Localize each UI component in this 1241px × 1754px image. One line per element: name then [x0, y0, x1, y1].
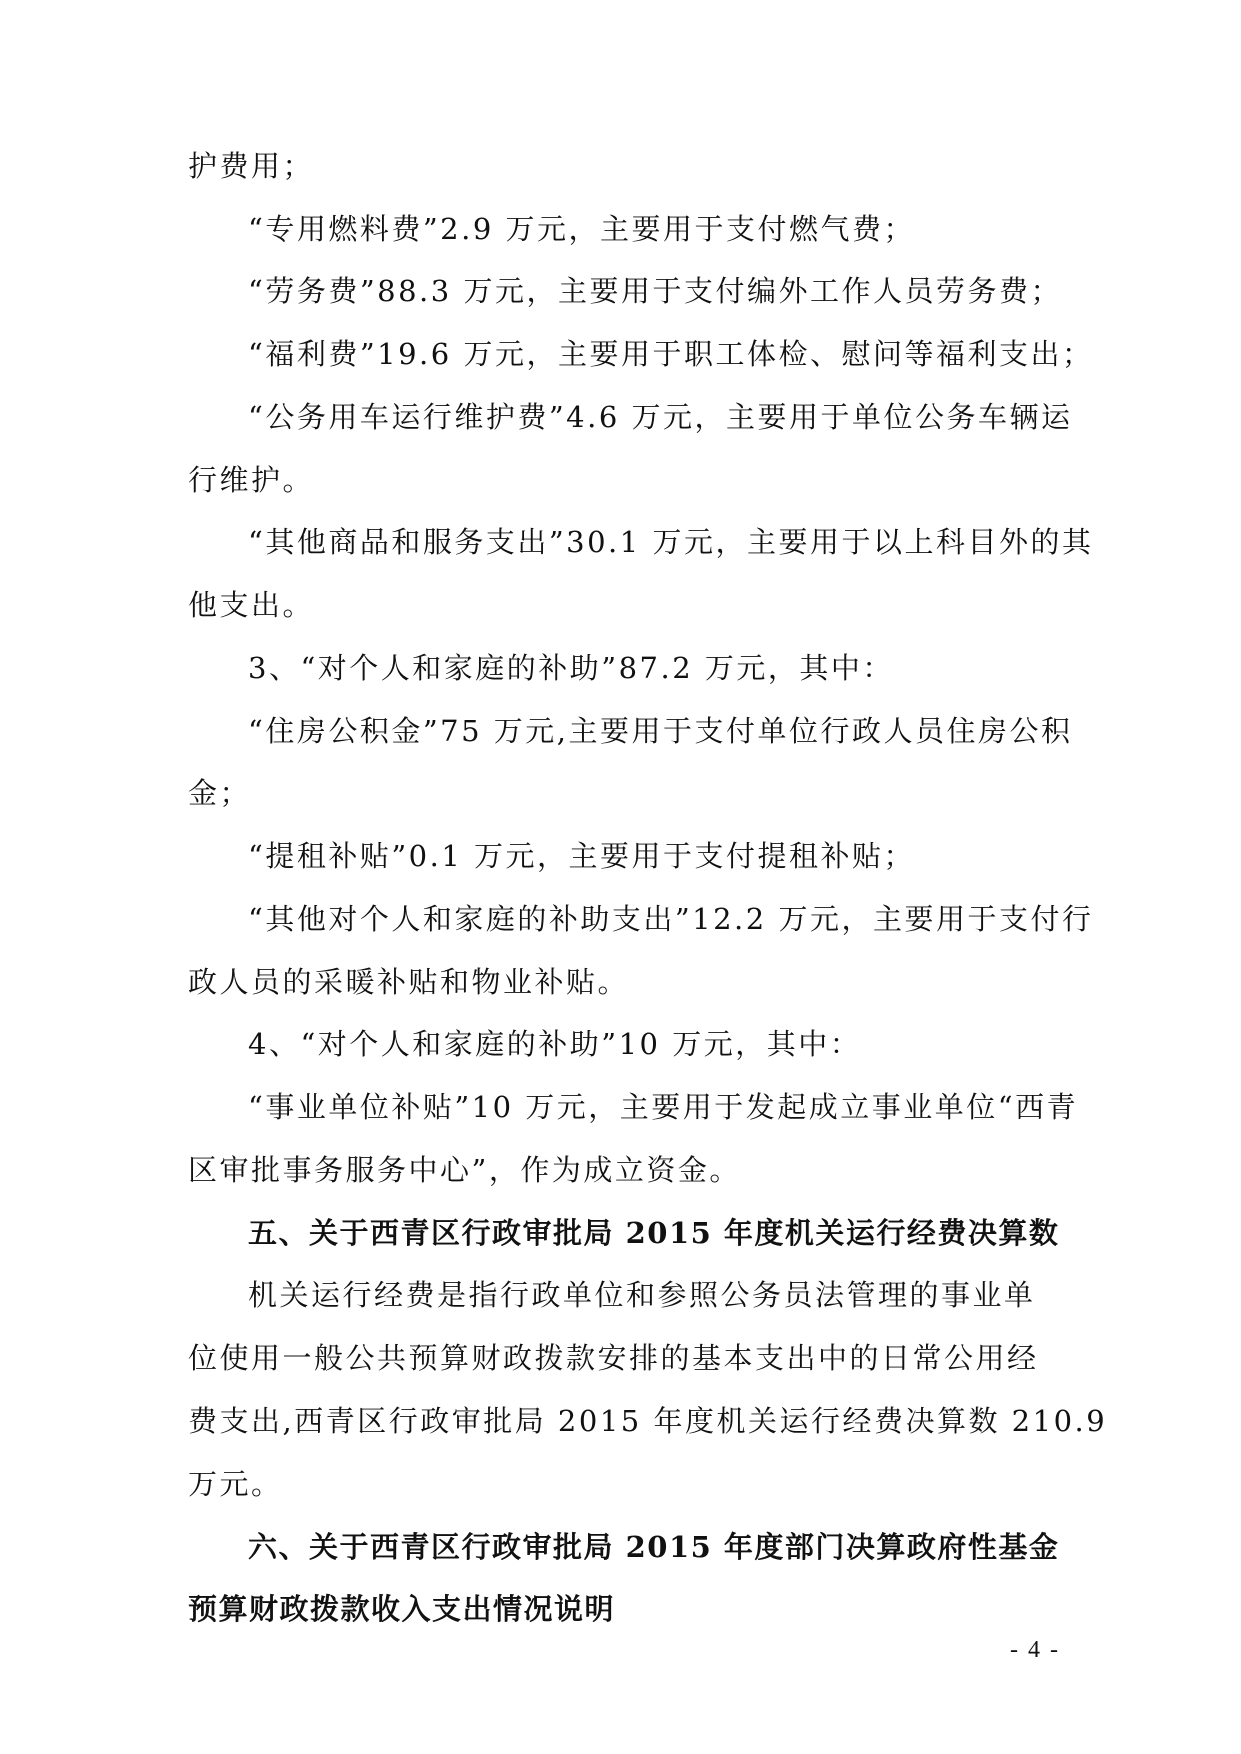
text-line-12: “提租补贴”0.1 万元，主要用于支付提租补贴； — [248, 839, 915, 873]
text-line-3: “劳务费”88.3 万元，主要用于支付编外工作人员劳务费； — [248, 274, 1062, 308]
text-line-9: 3、“对个人和家庭的补助”87.2 万元，其中： — [248, 651, 894, 685]
text-line-1: 护费用； — [188, 149, 315, 183]
text-line-7: “其他商品和服务支出”30.1 万元，主要用于以上科目外的其 — [248, 525, 1094, 559]
page-number: - 4 - — [1010, 1637, 1060, 1663]
section-heading-6: 六、关于西青区行政审批局 2015 年度部门决算政府性基金 — [248, 1530, 1060, 1564]
text-line-13: “其他对个人和家庭的补助支出”12.2 万元，主要用于支付行 — [248, 902, 1094, 936]
text-line-19: 机关运行经费是指行政单位和参照公务员法管理的事业单 — [248, 1278, 1036, 1312]
text-line-5: “公务用车运行维护费”4.6 万元，主要用于单位公务车辆运 — [248, 400, 1073, 434]
text-line-16: “事业单位补贴”10 万元，主要用于发起成立事业单位“西青 — [248, 1090, 1079, 1124]
text-line-14: 政人员的采暖补贴和物业补贴。 — [188, 965, 630, 999]
text-line-8: 他支出。 — [188, 588, 315, 622]
text-line-10: “住房公积金”75 万元,主要用于支付单位行政人员住房公积 — [248, 714, 1073, 748]
text-line-17: 区审批事务服务中心”，作为成立资金。 — [188, 1153, 741, 1187]
text-line-21: 费支出,西青区行政审批局 2015 年度机关运行经费决算数 210.9 — [188, 1404, 1108, 1438]
text-line-2: “专用燃料费”2.9 万元，主要用于支付燃气费； — [248, 212, 915, 246]
text-line-22: 万元。 — [188, 1467, 283, 1501]
text-line-15: 4、“对个人和家庭的补助”10 万元，其中： — [248, 1027, 862, 1061]
text-line-4: “福利费”19.6 万元，主要用于职工体检、慰问等福利支出； — [248, 337, 1094, 371]
section-heading-5: 五、关于西青区行政审批局 2015 年度机关运行经费决算数 — [248, 1216, 1060, 1250]
text-line-6: 行维护。 — [188, 463, 315, 497]
text-line-11: 金； — [188, 776, 252, 810]
section-heading-6-continued: 预算财政拨款收入支出情况说明 — [188, 1592, 616, 1626]
text-line-20: 位使用一般公共预算财政拨款安排的基本支出中的日常公用经 — [188, 1341, 1039, 1375]
